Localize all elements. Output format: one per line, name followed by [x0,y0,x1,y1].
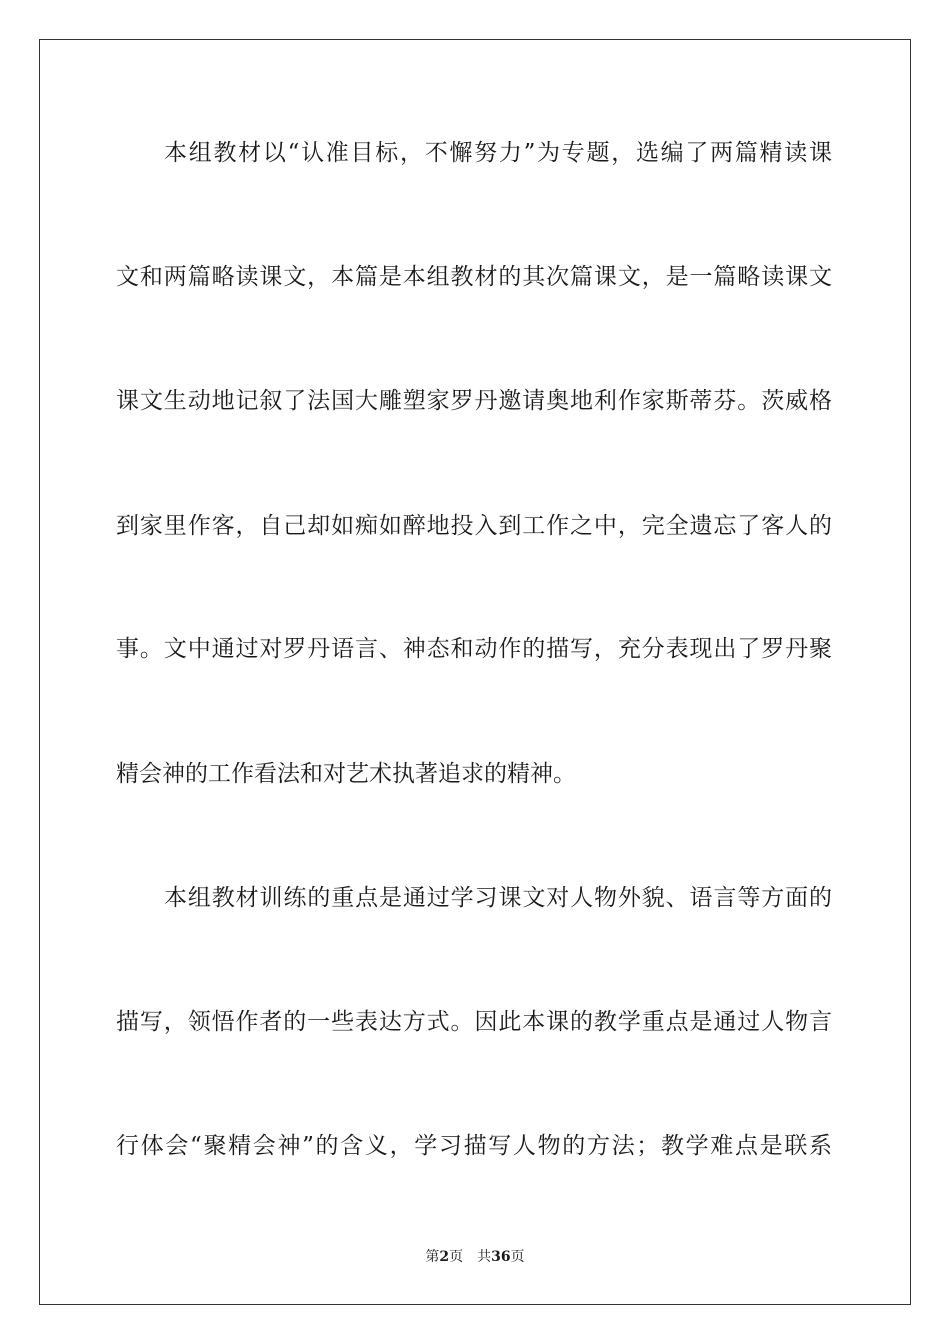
page-suffix: 页 [449,1249,464,1265]
paragraph-1-line-6: 精会神的工作看法和对艺术执著追求的精神。 [116,761,576,787]
total-prefix: 共 [477,1249,492,1265]
paragraph-1-line-3: 课文生动地记叙了法国大雕塑家罗丹邀请奥地利作家斯蒂芬。茨威格 [116,388,832,414]
paragraph-1-line-4: 到家里作客，自己却如痴如醉地投入到工作之中，完全遗忘了客人的 [116,513,832,539]
paragraph-1-line-5: 事。文中通过对罗丹语言、神态和动作的描写，充分表现出了罗丹聚 [116,636,832,662]
paragraph-1-line-1: 本组教材以“认准目标，不懈努力”为专题，选编了两篇精读课 [164,140,832,166]
paragraph-2-line-3: 行体会“聚精会神”的含义，学习描写人物的方法；教学难点是联系 [116,1133,832,1159]
paragraph-2-line-2: 描写，领悟作者的一些表达方式。因此本课的教学重点是通过人物言 [116,1009,832,1035]
page-footer [0,1248,950,1266]
total-suffix: 页 [510,1249,525,1265]
paragraph-1-line-2: 文和两篇略读课文，本篇是本组教材的其次篇课文，是一篇略读课文 [116,264,832,290]
page-prefix: 第 [425,1249,440,1265]
paragraph-2-line-1: 本组教材训练的重点是通过学习课文对人物外貌、语言等方面的 [164,885,832,911]
total-pages: 36 [491,1249,511,1265]
page-number: 2 [439,1249,450,1265]
page-frame [39,39,911,1305]
